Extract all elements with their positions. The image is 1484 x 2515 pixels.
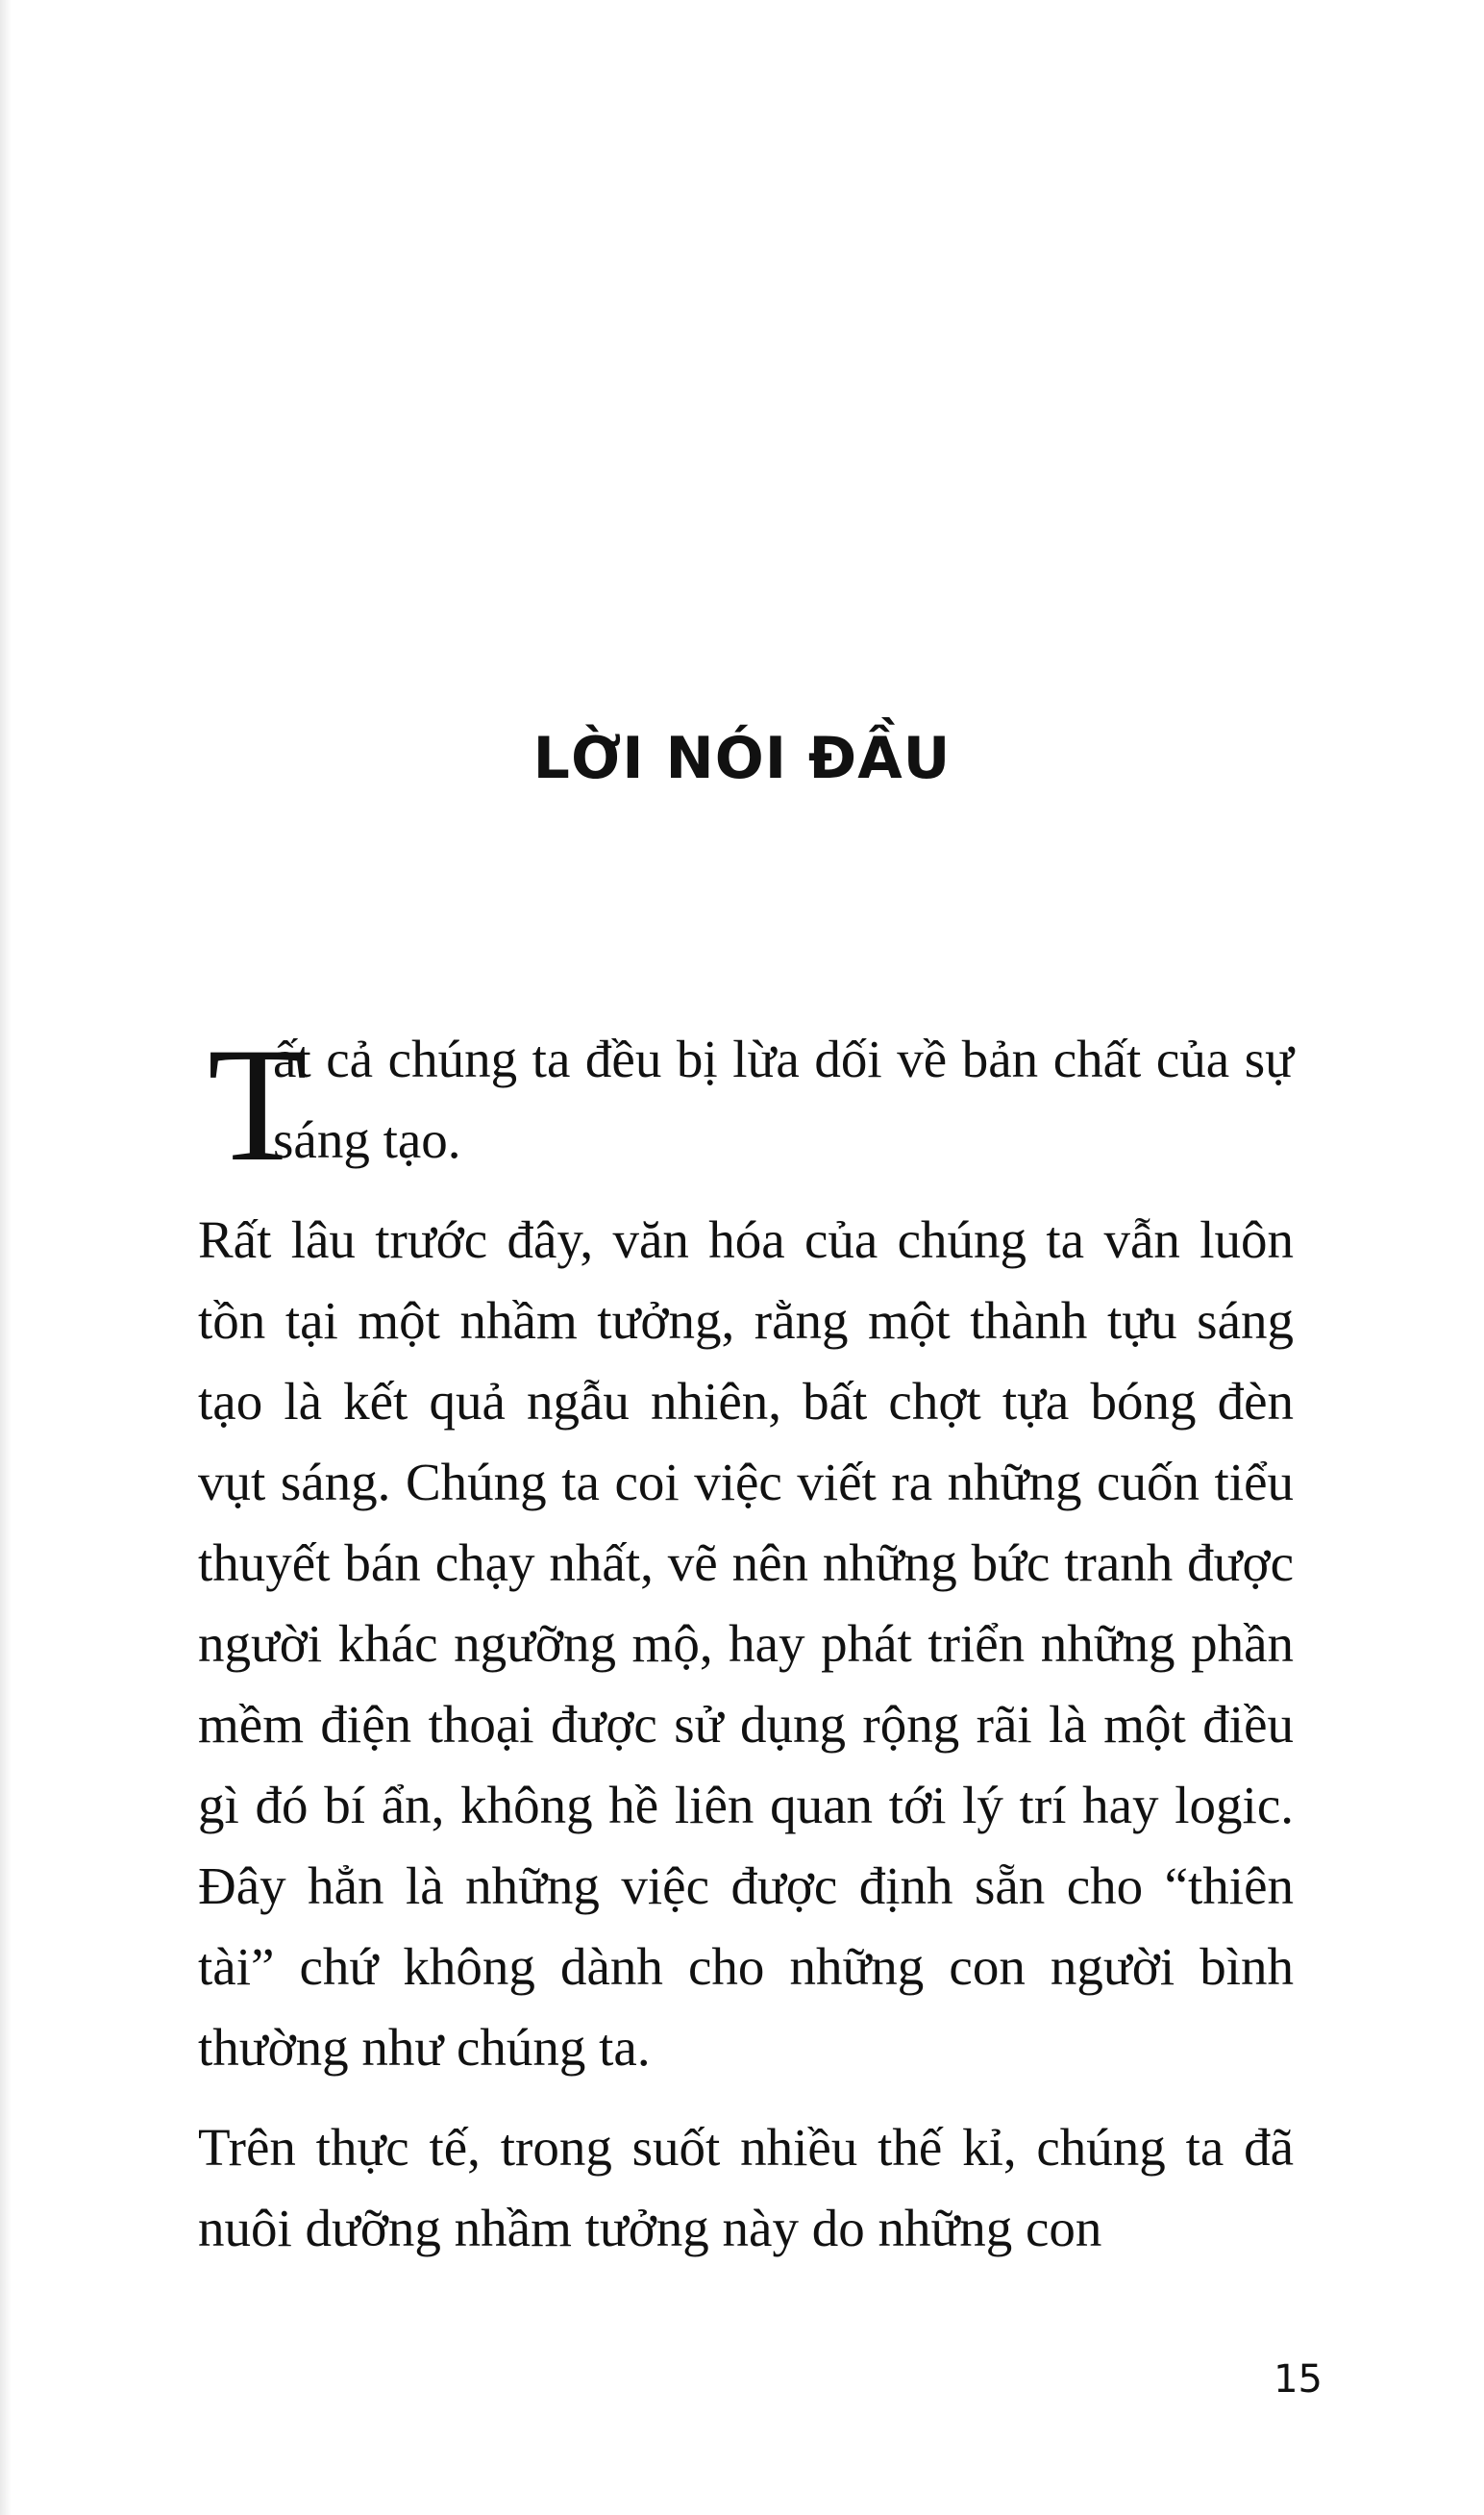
paragraph-3: Trên thực tế, trong suốt nhiều thế kỉ, chúng ta đã nuôi dưỡng nhầm tưởng này do những con xyxy=(198,2118,1294,2257)
paragraph-1-text: ất cả chúng ta đều bị lừa dối về bản chất của sự sáng tạo. xyxy=(273,1030,1294,1169)
drop-cap: T xyxy=(208,1014,308,1195)
page-number: 15 xyxy=(1274,2357,1323,2402)
page-title: LỜI NÓI ĐẦU xyxy=(532,725,952,792)
page-edge-shadow xyxy=(0,0,12,2515)
body-text xyxy=(198,1014,1294,2288)
paragraph-2: Rất lâu trước đây, văn hóa của chúng ta vẫn luôn tồn tại một nhầm tưởng, rằng một thành tựu sáng tạo là kết quả ngẫu nhiên, bất chợt tựa bóng đèn vụt sáng. Chúng ta coi việc viết ra những cuốn tiểu thuyết bán chạy nhất, vẽ nên những bức tranh được người khác ngưỡng mộ, hay phát triển những phần mềm điện thoại được sử dụng rộng rãi là một điều gì đó bí ẩn, không hề liên quan tới lý trí hay logic. Đây hẳn là những việc được định sẵn cho “thiên tài” chứ không dành cho những con người bình thường như chúng ta. xyxy=(198,1210,1294,2077)
paragraph-1 xyxy=(198,1014,1294,1195)
